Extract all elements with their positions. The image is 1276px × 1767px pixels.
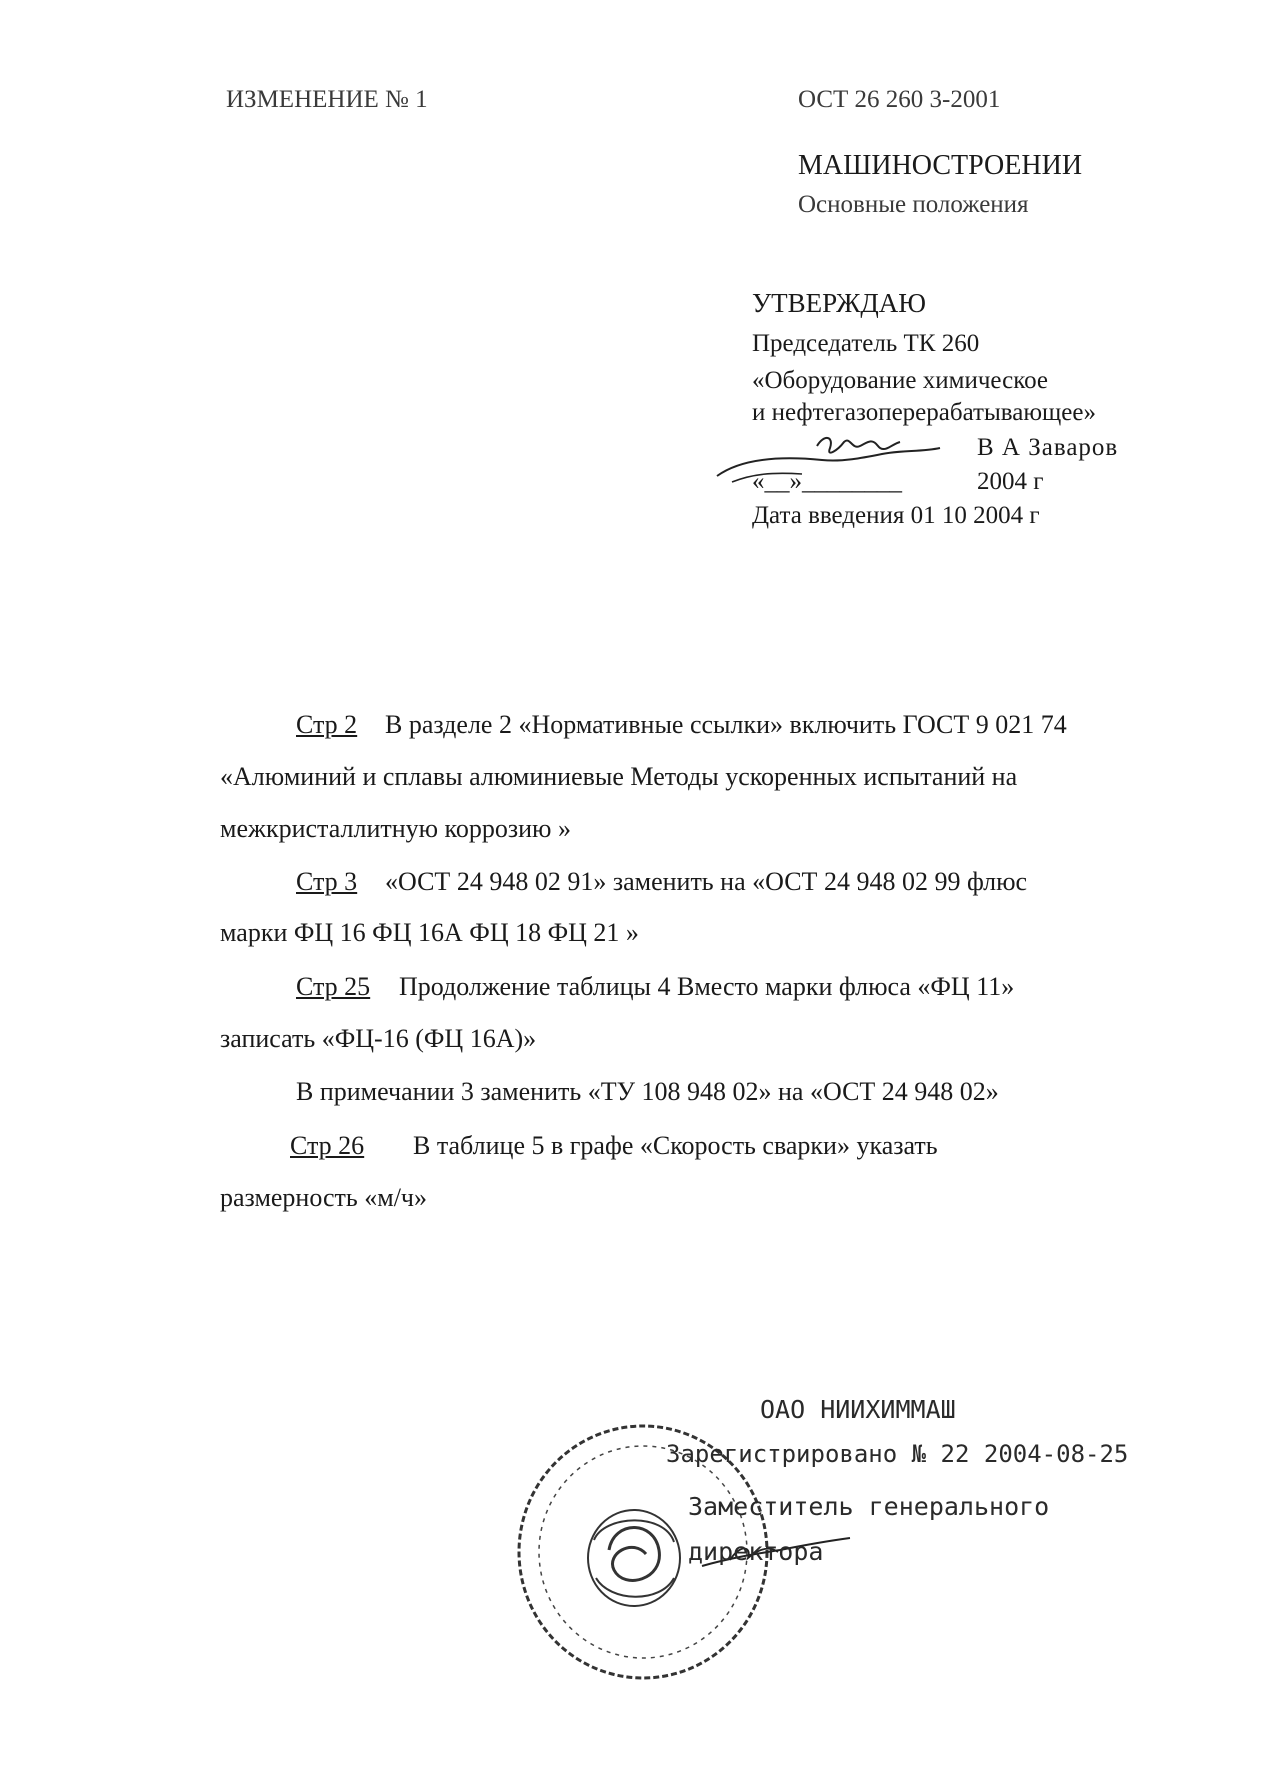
stamp-director-line: директора xyxy=(688,1537,824,1566)
item-ref-page-2: Стр 2 xyxy=(296,710,358,739)
item-line: В разделе 2 «Нормативные ссылки» включить ГОСТ 9 021 74 xyxy=(385,710,1067,739)
approval-role: Председатель ТК 260 xyxy=(752,330,980,357)
stamp-deputy-line: Заместитель генерального xyxy=(688,1492,1050,1521)
item-line: марки ФЦ 16 ФЦ 16А ФЦ 18 ФЦ 21 » xyxy=(220,918,639,947)
item-ref-page-26: Стр 26 xyxy=(290,1131,365,1160)
introduction-date: Дата введения 01 10 2004 г xyxy=(752,502,1040,529)
item-line: В таблице 5 в графе «Скорость сварки» указать xyxy=(413,1131,938,1160)
document-code: ОСТ 26 260 3-2001 xyxy=(798,86,1001,113)
document-title: МАШИНОСТРОЕНИИ xyxy=(798,150,1083,181)
item-ref-page-25: Стр 25 xyxy=(296,972,371,1001)
item-line: Продолжение таблицы 4 Вместо марки флюса «ФЦ 11» xyxy=(399,972,1015,1001)
document-subtitle: Основные положения xyxy=(798,191,1029,218)
change-number: ИЗМЕНЕНИЕ № 1 xyxy=(226,86,428,113)
item-ref-page-3: Стр 3 xyxy=(296,867,358,896)
approval-date-line: «__»________ xyxy=(752,468,902,495)
approver-signature xyxy=(712,428,947,490)
approval-heading: УТВЕРЖДАЮ xyxy=(752,288,927,318)
item-line: размерность «м/ч» xyxy=(220,1183,428,1212)
approval-year: 2004 г xyxy=(977,468,1044,495)
item-line: «Алюминий и сплавы алюминиевые Методы ускоренных испытаний на xyxy=(220,762,1018,791)
approval-org-line-1: «Оборудование химическое xyxy=(752,367,1049,394)
item-line: записать «ФЦ-16 (ФЦ 16А)» xyxy=(220,1024,537,1053)
item-line: «ОСТ 24 948 02 91» заменить на «ОСТ 24 948 02 99 флюс xyxy=(385,867,1028,896)
approval-org-line-2: и нефтегазоперерабатывающее» xyxy=(752,399,1096,426)
item-line: межкристаллитную коррозию » xyxy=(220,814,571,843)
item-line: В примечании 3 заменить «ТУ 108 948 02» на «ОСТ 24 948 02» xyxy=(296,1077,999,1106)
stamp-organization: ОАО НИИХИММАШ xyxy=(760,1395,956,1424)
stamp-registration: Зарегистрировано № 22 2004-08-25 xyxy=(666,1440,1129,1468)
approver-name: В А Заваров xyxy=(977,434,1119,461)
